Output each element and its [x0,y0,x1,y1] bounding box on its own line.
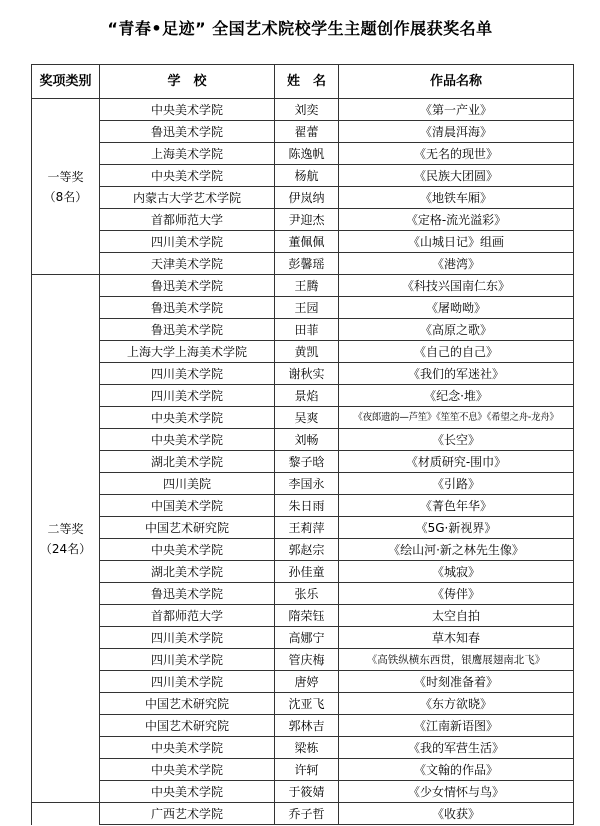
work-cell: 太空自拍 [339,605,574,627]
name-cell: 孙佳童 [275,561,339,583]
name-cell: 吴爽 [275,407,339,429]
work-cell: 《高铁纵横东西贯，银鹰展翅南北飞》 [339,649,574,671]
school-cell: 中央美术学院 [100,99,275,121]
work-cell: 《清晨洱海》 [339,121,574,143]
table-body [32,99,574,825]
school-cell: 四川美术学院 [100,649,275,671]
name-cell: 伊岚纳 [275,187,339,209]
name-cell: 王莉萍 [275,517,339,539]
table-row [32,495,574,517]
header-category: 奖项类别 [32,65,100,99]
table-row [32,165,574,187]
award-category-label: 二等奖 [47,521,84,536]
school-cell: 上海大学上海美术学院 [100,341,275,363]
work-cell: 《屠呦呦》 [339,297,574,319]
school-cell: 四川美术学院 [100,671,275,693]
school-cell: 中央美术学院 [100,407,275,429]
work-cell: 《夜郎遗韵—芦笙》《笙笙不息》《希望之舟-龙舟》 [339,407,574,429]
table-row [32,407,574,429]
document-title: “青春•足迹” 全国艺术院校学生主题创作展获奖名单 [107,19,493,38]
school-cell: 中央美术学院 [100,539,275,561]
table-row [32,187,574,209]
work-cell: 《绘山河·新之林先生像》 [339,539,574,561]
table-row [32,561,574,583]
school-cell: 广西艺术学院 [100,803,275,825]
school-cell: 中央美术学院 [100,429,275,451]
school-cell: 首都师范大学 [100,605,275,627]
table-row [32,363,574,385]
school-cell: 鲁迅美术学院 [100,297,275,319]
work-cell: 《我们的军迷社》 [339,363,574,385]
work-cell: 《时刻准备着》 [339,671,574,693]
work-cell: 《俦伴》 [339,583,574,605]
work-cell: 《纪念·堆》 [339,385,574,407]
name-cell: 隋荣钰 [275,605,339,627]
table-row [32,451,574,473]
name-cell: 谢秋实 [275,363,339,385]
table-row [32,671,574,693]
name-cell: 郭林吉 [275,715,339,737]
work-cell: 《长空》 [339,429,574,451]
name-cell: 黄凯 [275,341,339,363]
name-cell: 李国永 [275,473,339,495]
name-cell: 唐婷 [275,671,339,693]
work-cell: 《无名的现世》 [339,143,574,165]
work-cell: 《材质研究-围巾》 [339,451,574,473]
work-cell: 《自己的自己》 [339,341,574,363]
school-cell: 中央美术学院 [100,165,275,187]
name-cell: 郭赵宗 [275,539,339,561]
header-work: 作品名称 [339,65,574,99]
table-row [32,759,574,781]
table-row [32,737,574,759]
header-name: 姓 名 [275,65,339,99]
table-row [32,275,574,297]
work-cell: 《我的军营生活》 [339,737,574,759]
name-cell: 朱日雨 [275,495,339,517]
table-row [32,385,574,407]
table-row [32,803,574,825]
work-cell: 《少女情怀与鸟》 [339,781,574,803]
name-cell: 于筱婧 [275,781,339,803]
school-cell: 鲁迅美术学院 [100,275,275,297]
table-row [32,539,574,561]
school-cell: 天津美术学院 [100,253,275,275]
table-row [32,99,574,121]
table-row [32,627,574,649]
header-school: 学 校 [100,65,275,99]
school-cell: 上海美术学院 [100,143,275,165]
name-cell: 田菲 [275,319,339,341]
school-cell: 中国艺术研究院 [100,693,275,715]
table-row [32,517,574,539]
school-cell: 湖北美术学院 [100,451,275,473]
table-row [32,319,574,341]
table-row [32,143,574,165]
work-cell: 《文翰的作品》 [339,759,574,781]
work-cell: 《引路》 [339,473,574,495]
school-cell: 鲁迅美术学院 [100,121,275,143]
school-cell: 中国艺术研究院 [100,517,275,539]
table-row [32,231,574,253]
table-row [32,781,574,803]
school-cell: 首都师范大学 [100,209,275,231]
work-cell: 《科技兴国南仁东》 [339,275,574,297]
name-cell: 梁栋 [275,737,339,759]
school-cell: 四川美术学院 [100,627,275,649]
work-cell: 《5G·新视界》 [339,517,574,539]
table-row [32,429,574,451]
work-cell: 《地铁车厢》 [339,187,574,209]
table-row [32,583,574,605]
award-category-cell [32,803,100,825]
award-category-cell [32,99,100,275]
name-cell: 乔子哲 [275,803,339,825]
work-cell: 《菁色年华》 [339,495,574,517]
work-cell: 《江南新语图》 [339,715,574,737]
name-cell: 沈亚飞 [275,693,339,715]
table-row [32,605,574,627]
school-cell: 中央美术学院 [100,759,275,781]
table-row [32,209,574,231]
name-cell: 尹迎杰 [275,209,339,231]
name-cell: 刘奕 [275,99,339,121]
work-cell: 《定格-流光溢彩》 [339,209,574,231]
work-cell: 《山城日记》组画 [339,231,574,253]
award-category-count: （8名） [43,189,88,204]
award-category-label: 一等奖 [47,169,84,184]
award-category-count: （24名） [39,541,92,556]
name-cell: 王腾 [275,275,339,297]
name-cell: 管庆梅 [275,649,339,671]
awards-table [31,64,574,825]
work-cell: 《高原之歌》 [339,319,574,341]
school-cell: 四川美术学院 [100,385,275,407]
school-cell: 中国艺术研究院 [100,715,275,737]
name-cell: 景焰 [275,385,339,407]
table-row [32,693,574,715]
table-header-row [32,65,574,99]
table-row [32,649,574,671]
work-cell: 《港湾》 [339,253,574,275]
name-cell: 王园 [275,297,339,319]
school-cell: 中央美术学院 [100,781,275,803]
school-cell: 鲁迅美术学院 [100,319,275,341]
table-row [32,121,574,143]
name-cell: 董佩佩 [275,231,339,253]
work-cell: 《东方欲晓》 [339,693,574,715]
school-cell: 中央美术学院 [100,737,275,759]
work-cell: 《收获》 [339,803,574,825]
school-cell: 中国美术学院 [100,495,275,517]
table-row [32,341,574,363]
school-cell: 四川美术学院 [100,231,275,253]
work-cell: 《民族大团圆》 [339,165,574,187]
name-cell: 张乐 [275,583,339,605]
school-cell: 鲁迅美术学院 [100,583,275,605]
name-cell: 刘畅 [275,429,339,451]
table-row [32,715,574,737]
school-cell: 湖北美术学院 [100,561,275,583]
table-row [32,253,574,275]
name-cell: 陈逸帆 [275,143,339,165]
table-row [32,297,574,319]
school-cell: 内蒙古大学艺术学院 [100,187,275,209]
work-cell: 草木知春 [339,627,574,649]
table-row [32,473,574,495]
name-cell: 许轲 [275,759,339,781]
name-cell: 黎子晗 [275,451,339,473]
work-cell: 《城寂》 [339,561,574,583]
name-cell: 彭馨瑶 [275,253,339,275]
name-cell: 翟蕾 [275,121,339,143]
award-category-cell [32,275,100,803]
name-cell: 杨航 [275,165,339,187]
school-cell: 四川美院 [100,473,275,495]
name-cell: 高娜宁 [275,627,339,649]
school-cell: 四川美术学院 [100,363,275,385]
work-cell: 《第一产业》 [339,99,574,121]
